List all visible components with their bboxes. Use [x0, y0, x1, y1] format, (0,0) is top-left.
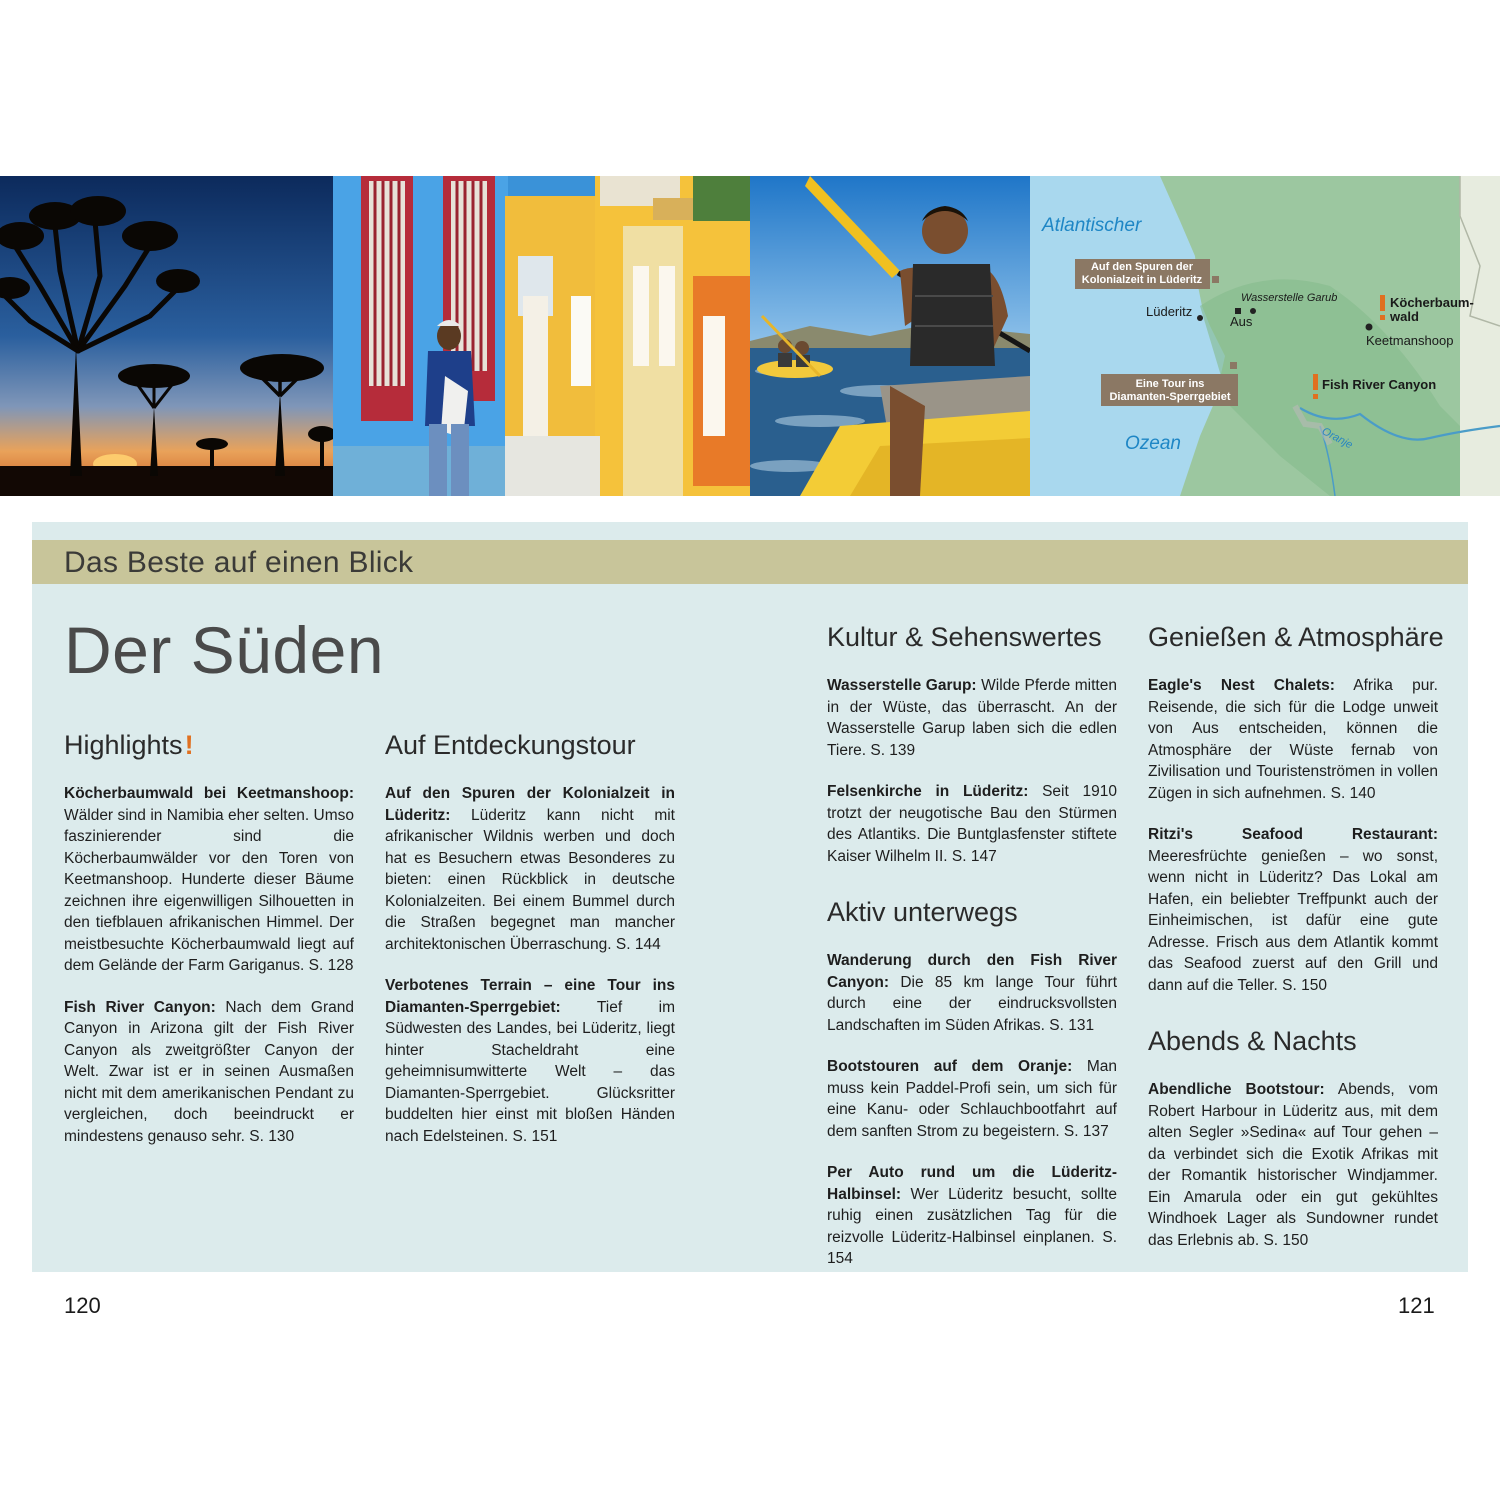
heading-aktiv: Aktiv unterwegs	[827, 897, 1018, 927]
entry-title: Abendliche Bootstour:	[1148, 1081, 1325, 1098]
map-callout-kolonialzeit-line2: Kolonialzeit in Lüderitz	[1081, 274, 1203, 286]
entry-wasserstelle-garup	[827, 675, 1117, 761]
map-place-aus: Aus	[1230, 314, 1253, 329]
map-label-ozean: Ozean	[1125, 433, 1181, 454]
entry-title: Verbotenes Terrain – eine Tour ins Diamanten-Sperrgebiet:	[385, 977, 675, 1016]
heading-kultur: Kultur & Sehenswertes	[827, 622, 1102, 652]
entry-title: Köcherbaumwald bei Keetmanshoop:	[64, 785, 354, 802]
entry-title: Bootstouren auf dem Oranje:	[827, 1058, 1073, 1075]
map-place-luderitz: Lüderitz	[1146, 304, 1193, 319]
entry-per-auto	[827, 1162, 1117, 1270]
map-callout-kolonialzeit-line1: Auf den Spuren der	[1090, 261, 1194, 273]
entry-text: Nach dem Grand Canyon in Arizona gilt der Fish River Canyon als zweitgrößter Canyon der Welt. Zwar ist er in seinen Ausmaßen nicht mit dem amerikanischen Pendant zu vergleichen, doch beeindruckt er mindestens genauso sehr. S. 130	[64, 998, 354, 1145]
entry-title: Wanderung durch den Fish River Canyon:	[827, 952, 1117, 991]
entry-title: Eagle's Nest Chalets:	[1148, 677, 1335, 694]
heading-abends: Abends & Nachts	[1148, 1026, 1357, 1056]
entry-title: Felsenkirche in Lüderitz:	[827, 783, 1029, 800]
entry-title: Ritzi's Seafood Restaurant:	[1148, 826, 1438, 843]
entry-text: Seit 1910 trotzt der neugotische Bau den Stürmen des Atlantiks. Die Buntglasfenster stiftete Kaiser Wilhelm II. S. 147	[827, 783, 1117, 865]
heading-geniessen: Genießen & Atmosphäre	[1148, 622, 1444, 652]
map-highlight-marker-fish-river	[1313, 374, 1318, 390]
entry-text: Tief im Südwesten des Landes, bei Lüderitz, liegt hinter Stacheldraht eine geheimnisumwitterte Welt – das Diamanten-Sperrgebiet. Glücksritter buddelten hier einst mit bloßen Händen nach Edelsteinen. S. 151	[385, 998, 675, 1145]
entry-sperrgebiet	[385, 975, 675, 1147]
page-number-right: 121	[1398, 1293, 1435, 1318]
entry-title: Wasserstelle Garup:	[827, 677, 977, 694]
entry-text: Abends, vom Robert Harbour in Lüderitz aus, mit dem alten Segler »Sedina« auf Tour gehen – da verbindet sich die Exotik Afrikas mit der Romantik historischer Windjammer. Ein Amarula oder ein gut gekühltes Windhoek Lager als Sundowner rundet das Erlebnis ab. S. 150	[1148, 1081, 1438, 1249]
entry-title: Auf den Spuren der Kolonialzeit in Lüderitz:	[385, 785, 675, 824]
entry-text: Man muss kein Paddel-Profi sein, um sich für eine Kanu- oder Schlauchbootfahrt auf dem sanften Strom zu begeistern. S. 137	[827, 1058, 1117, 1140]
entry-fish-river-canyon	[64, 997, 354, 1148]
entry-kocherbaumwald	[64, 783, 354, 977]
entry-text: Meeresfrüchte genießen – wo sonst, wenn nicht in Lüderitz? Das Lokal am Hafen, ein beliebter Treffpunkt auch der Einheimischen, ist dafür eine gute Adresse. Frisch aus dem Atlantik kommt das Seafood zuerst auf den Grill und dann auf die Teller. S. 150	[1148, 847, 1438, 994]
heading-highlights-text: Highlights	[64, 730, 183, 760]
column-kultur-aktiv	[827, 622, 1117, 1290]
map-place-garub: Wasserstelle Garub	[1241, 292, 1338, 304]
entry-felsenkirche	[827, 781, 1117, 867]
entry-wanderung	[827, 950, 1117, 1036]
photo-colonial-buildings	[333, 176, 750, 496]
page-number-left: 120	[64, 1293, 101, 1318]
map-river-oranje: Oranje	[1319, 425, 1355, 452]
entry-text: Lüderitz kann nicht mit afrikanischer Wildnis werben und doch hat es Besuchern etwas Besonderes zu bieten: einen Rückblick in deutsche Kolonialzeiten. Bei einem Bummel durch die Straßen begegnet man mancher architektonischen Überraschung. S. 144	[385, 806, 675, 953]
map-callout-sperrgebiet-line2: Diamanten-Sperrgebiet	[1109, 391, 1231, 403]
heading-highlights	[64, 730, 354, 761]
map-highlight-fish-river: Fish River Canyon	[1322, 377, 1437, 392]
photo-quiver-trees	[0, 176, 333, 496]
heading-entdeckungstour: Auf Entdeckungstour	[385, 730, 636, 760]
entry-title: Per Auto rund um die Lüderitz-Halbinsel:	[827, 1164, 1117, 1203]
column-entdeckungstour	[385, 730, 675, 1167]
entry-text: Die 85 km lange Tour führt durch eine der eindrucksvollsten Landschaften im Süden Afrikas. S. 131	[827, 973, 1117, 1034]
map	[1030, 176, 1500, 496]
map-highlight-kocherbaum-line1: Köcherbaum-	[1390, 295, 1474, 310]
photo-strip	[0, 176, 1500, 496]
entry-kolonialzeit	[385, 783, 675, 955]
column-geniessen-abends	[1148, 622, 1444, 1271]
map-label-atlantischer: Atlantischer	[1042, 215, 1142, 236]
entry-eagles-nest	[1148, 675, 1438, 804]
photo-kayaking	[750, 176, 1030, 496]
band-title: Das Beste auf einen Blick	[64, 546, 414, 579]
entry-text: Wer Lüderitz besucht, sollte ruhig einen zusätzlichen Tag für die reizvolle Lüderitz-Halbinsel einplanen. S. 154	[827, 1185, 1117, 1267]
map-place-keetmanshoop: Keetmanshoop	[1366, 333, 1454, 348]
entry-ritzis-seafood	[1148, 824, 1438, 996]
entry-text: Wilde Pferde mitten in der Wüste, das überrascht. An der Wasserstelle Garup laben sich die edlen Tiere. S. 139	[827, 677, 1117, 759]
entry-text: Afrika pur. Reisende, die sich für die Lodge unweit von Aus entscheiden, können die Atmosphäre der Wüste fernab von Zivilisation und Touristenströmen in vollen Zügen in sich aufnehmen. S. 140	[1148, 677, 1438, 802]
entry-abendliche-bootstour	[1148, 1079, 1438, 1251]
content-panel	[32, 522, 1468, 1272]
map-callout-sperrgebiet-line1: Eine Tour ins	[1135, 378, 1205, 390]
entry-title: Fish River Canyon:	[64, 998, 216, 1016]
highlight-exclamation-icon: !	[184, 730, 194, 760]
entry-text: Wälder sind in Namibia eher selten. Umso faszinierender sind die Köcherbaumwälder vor den Toren von Keetmanshoop. Hunderte dieser Bäume zeichnen ihre eigenwilligen Silhouetten in den tiefblauen afrikanischen Himmel. Der meistbesuchte Köcherbaumwald liegt auf dem Gelände der Farm Gariganus. S. 128	[64, 806, 354, 974]
entry-bootstouren	[827, 1056, 1117, 1142]
page-title: Der Süden	[64, 613, 385, 687]
section-band	[32, 540, 1468, 584]
map-highlight-kocherbaum-line2: wald	[1390, 309, 1419, 324]
map-highlight-marker-kocherbaum	[1380, 295, 1385, 311]
column-highlights	[64, 730, 354, 1167]
